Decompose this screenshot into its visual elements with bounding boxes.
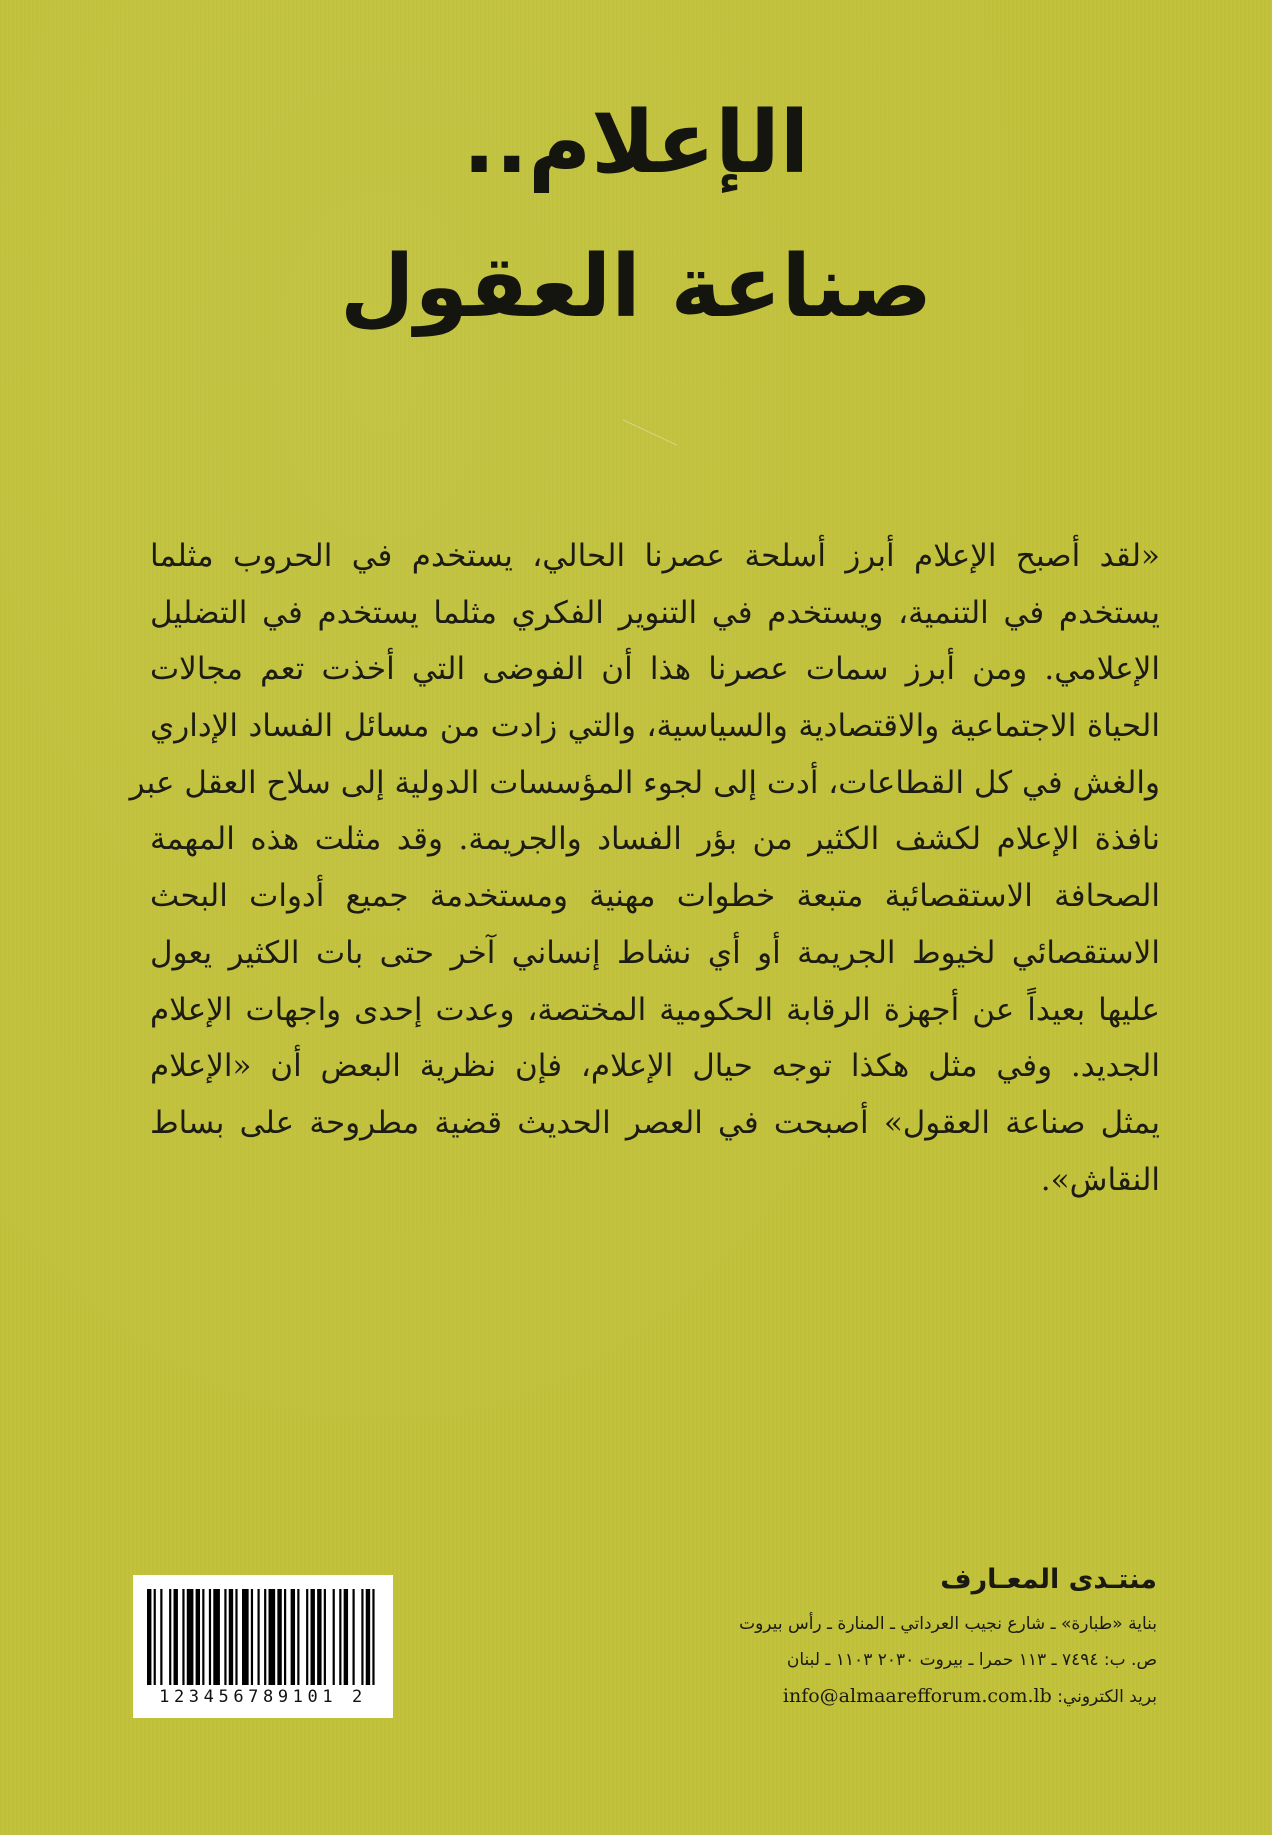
barcode-bar <box>317 1589 321 1685</box>
barcode-bar <box>284 1589 286 1685</box>
barcode-bar <box>352 1589 354 1685</box>
book-title-line-1: الإعلام.. <box>462 93 810 193</box>
barcode-bar <box>257 1589 259 1685</box>
barcode-bar <box>366 1589 370 1685</box>
blurb-line: نافذة الإعلام لكشف الكثير من بؤر الفساد والجريمة. وقد مثلت هذه المهمة <box>150 821 1160 858</box>
barcode-bar <box>182 1589 184 1685</box>
barcode-bar <box>160 1589 162 1685</box>
barcode <box>133 1575 393 1718</box>
barcode-bar <box>209 1589 211 1685</box>
blurb-line: الاستقصائي لخيوط الجريمة أو أي نشاط إنساني آخر حتى بات الكثير يعول <box>150 934 1160 971</box>
blurb-line: والغش في كل القطاعات، أدت إلى لجوء المؤسسات الدولية إلى سلاح العقل عبر <box>129 764 1160 801</box>
publisher-name: منتـدى المعـارف <box>940 1564 1157 1595</box>
barcode-bar <box>229 1589 233 1685</box>
back-cover-blurb <box>129 528 1160 1208</box>
barcode-bar <box>242 1589 249 1685</box>
barcode-bar <box>154 1589 156 1685</box>
blurb-line: الإعلامي. ومن أبرز سمات عصرنا هذا أن الفوضى التي أخذت تعم مجالات <box>150 651 1160 688</box>
barcode-bar <box>174 1589 178 1685</box>
barcode-bars <box>147 1589 379 1685</box>
publisher-address: بناية «طبارة» ـ شارع نجيب العرداتي ـ المنارة ـ رأس بيروت <box>739 1614 1157 1634</box>
publisher-email-line <box>437 1678 1157 1715</box>
barcode-bar <box>196 1589 200 1685</box>
barcode-bar <box>264 1589 266 1685</box>
blurb-line: الجديد. وفي مثل هكذا توجه حيال الإعلام، فإن نظرية البعض أن «الإعلام <box>150 1048 1160 1085</box>
blurb-line: الصحافة الاستقصائية متبعة خطوات مهنية ومستخدمة جميع أدوات البحث <box>150 878 1160 915</box>
barcode-bar <box>333 1589 335 1685</box>
barcode-bar <box>269 1589 276 1685</box>
barcode-bar <box>291 1589 295 1685</box>
publisher-email: info@almaarefforum.com.lb <box>782 1685 1052 1707</box>
blurb-line: النقاش». <box>1040 1161 1160 1198</box>
barcode-bar <box>297 1589 299 1685</box>
barcode-bar <box>202 1589 204 1685</box>
publisher-email-label: بريد الكتروني: <box>1057 1687 1157 1707</box>
barcode-bar <box>372 1589 374 1685</box>
blurb-line: الحياة الاجتماعية والاقتصادية والسياسية، والتي زادت من مسائل الفساد الإداري <box>150 708 1160 745</box>
barcode-bar <box>213 1589 220 1685</box>
blurb-line: «لقد أصبح الإعلام أبرز أسلحة عصرنا الحالي، يستخدم في الحروب مثلما <box>150 538 1160 574</box>
blurb-line: يمثل صناعة العقول» أصبحت في العصر الحديث قضية مطروحة على بساط <box>150 1104 1160 1141</box>
barcode-bar <box>311 1589 315 1685</box>
barcode-bar <box>277 1589 281 1685</box>
barcode-bar <box>251 1589 253 1685</box>
barcode-bar <box>187 1589 194 1685</box>
blurb-line: يستخدم في التنمية، ويستخدم في التنوير الفكري مثلما يستخدم في التضليل <box>150 594 1160 631</box>
publisher-info <box>437 1560 1157 1715</box>
barcode-bar <box>361 1589 363 1685</box>
barcode-bar <box>324 1589 326 1685</box>
paper-scratch <box>623 419 678 445</box>
barcode-bar <box>339 1589 341 1685</box>
publisher-po-box: ص. ب: ٧٤٩٤ ـ ١١٣ حمرا ـ بيروت ٢٠٣٠ ١١٠٣ ـ لبنان <box>786 1650 1157 1670</box>
barcode-bar <box>147 1589 151 1685</box>
barcode-bar <box>344 1589 348 1685</box>
barcode-bar <box>224 1589 226 1685</box>
barcode-bar <box>169 1589 171 1685</box>
book-title-line-2: صناعة العقول <box>339 237 933 337</box>
blurb-line: عليها بعيداً عن أجهزة الرقابة الحكومية المختصة، وعدت إحدى واجهات الإعلام <box>150 991 1160 1028</box>
barcode-bar <box>306 1589 308 1685</box>
barcode-bar <box>235 1589 237 1685</box>
barcode-digits: 123456789101 2 <box>159 1687 367 1707</box>
